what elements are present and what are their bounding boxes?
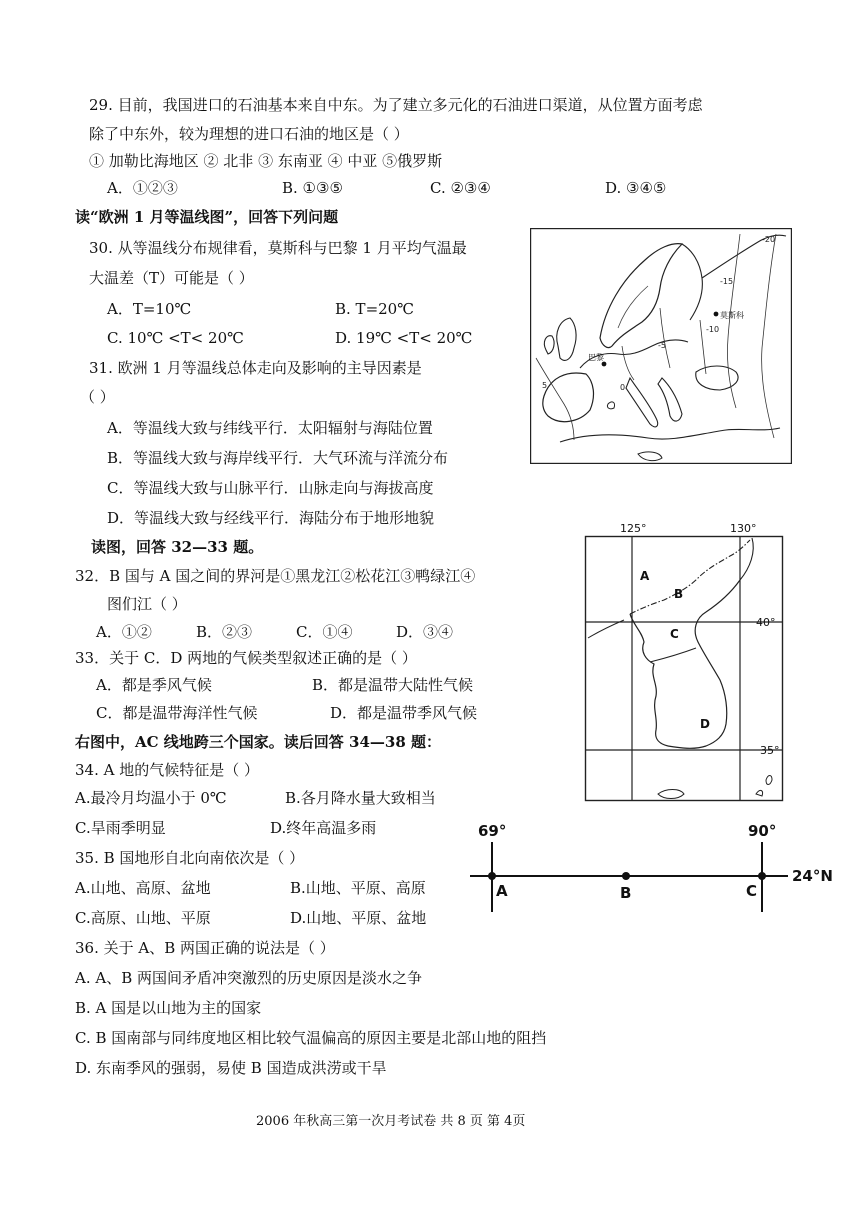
section-heading-europe: 读“欧洲 1 月等温线图”，回答下列问题 bbox=[75, 208, 339, 226]
ac-line-lon-90: 90° bbox=[748, 822, 777, 840]
europe-map-label-5: -5 bbox=[658, 341, 666, 350]
q30-stem-line1: 30. 从等温线分布规律看，莫斯科与巴黎 1 月平均气温最 bbox=[89, 239, 467, 257]
q31-option-d: D．等温线大致与经线平行．海陆分布于地形地貌 bbox=[107, 509, 435, 527]
korea-map-label-b: B bbox=[674, 587, 684, 601]
europe-map-label-10: -10 bbox=[706, 325, 720, 334]
q34-option-d: D.终年高温多雨 bbox=[270, 819, 377, 837]
q29-option-d: D. ③④⑤ bbox=[605, 179, 667, 197]
q29-option-a: A．①②③ bbox=[107, 179, 178, 197]
q33-option-c: C．都是温带海洋性气候 bbox=[96, 704, 258, 722]
q35-option-b: B.山地、平原、高原 bbox=[290, 879, 426, 897]
q31-option-c: C．等温线大致与山脉平行．山脉走向与海拔高度 bbox=[107, 479, 434, 497]
q30-option-c: C. 10℃ <T< 20℃ bbox=[107, 329, 244, 347]
q31-stem-line1: 31. 欧洲 1 月等温线总体走向及影响的主导因素是 bbox=[89, 359, 422, 377]
q36-option-a: A. A、B 两国间矛盾冲突激烈的历史原因是淡水之争 bbox=[75, 969, 422, 987]
europe-map-label-moscow: 莫斯科 bbox=[720, 311, 744, 320]
europe-january-isotherm-map bbox=[530, 228, 792, 464]
page-footer: 2006 年秋高三第一次月考试卷 共 8 页 第 4页 bbox=[256, 1114, 526, 1129]
korea-map-lat-35: 35° bbox=[760, 744, 780, 757]
q31-option-a: A．等温线大致与纬线平行．太阳辐射与海陆位置 bbox=[107, 419, 433, 437]
ac-line-point-c: C bbox=[746, 882, 758, 900]
q35-option-d: D.山地、平原、盆地 bbox=[290, 909, 427, 927]
ac-latitude-line-diagram bbox=[470, 818, 840, 918]
q29-stem-line2: 除了中东外，较为理想的进口石油的地区是（ ） bbox=[89, 125, 409, 143]
q35-option-c: C.高原、山地、平原 bbox=[75, 909, 211, 927]
korea-peninsula-map bbox=[580, 518, 795, 808]
ac-line-point-b: B bbox=[620, 884, 632, 902]
q36-option-b: B. A 国是以山地为主的国家 bbox=[75, 999, 262, 1017]
korea-map-lat-40: 40° bbox=[756, 616, 776, 629]
europe-map-label-15: -15 bbox=[720, 277, 734, 286]
q33-option-b: B．都是温带大陆性气候 bbox=[312, 676, 474, 694]
q32-option-c: C．①④ bbox=[296, 623, 353, 641]
europe-map-label-paris: 巴黎 bbox=[588, 353, 604, 362]
q31-option-b: B．等温线大致与海岸线平行．大气环流与洋流分布 bbox=[107, 449, 449, 467]
q32-stem-line2: 图们江（ ） bbox=[107, 595, 187, 613]
q31-stem-line2: （ ） bbox=[80, 388, 115, 406]
q33-option-a: A．都是季风气候 bbox=[96, 676, 212, 694]
ac-line-point-a: A bbox=[496, 882, 508, 900]
section-heading-ac-line: 右图中，AC 线地跨三个国家。读后回答 34—38 题： bbox=[75, 733, 441, 751]
q33-stem: 33．关于 C．D 两地的气候类型叙述正确的是（ ） bbox=[75, 649, 417, 667]
ac-line-lat-24n: 24°N bbox=[792, 867, 833, 885]
q30-option-a: A．T=10℃ bbox=[107, 300, 192, 318]
q29-option-c: C. ②③④ bbox=[430, 179, 491, 197]
korea-map-label-a: A bbox=[640, 569, 650, 583]
q29-option-b: B. ①③⑤ bbox=[282, 179, 343, 197]
europe-map-label-20: -20 bbox=[762, 235, 776, 244]
europe-map-label-plus5: 5 bbox=[542, 381, 548, 390]
q30-option-d: D. 19℃ <T< 20℃ bbox=[335, 329, 473, 347]
korea-map-label-d: D bbox=[700, 717, 710, 731]
q36-option-c: C. B 国南部与同纬度地区相比较气温偏高的原因主要是北部山地的阻挡 bbox=[75, 1029, 547, 1047]
q29-items: ① 加勒比海地区 ② 北非 ③ 东南亚 ④ 中亚 ⑤俄罗斯 bbox=[89, 152, 443, 170]
q34-option-b: B.各月降水量大致相当 bbox=[285, 789, 436, 807]
section-heading-korea: 读图，回答 32—33 题。 bbox=[91, 538, 264, 556]
q35-option-a: A.山地、高原、盆地 bbox=[75, 879, 211, 897]
korea-map-lon-125: 125° bbox=[620, 522, 647, 535]
korea-map-label-c: C bbox=[670, 627, 679, 641]
q32-stem-line1: 32．B 国与 A 国之间的界河是①黑龙江②松花江③鸭绿江④ bbox=[75, 567, 476, 585]
q34-stem: 34. A 地的气候特征是（ ） bbox=[75, 761, 259, 779]
q30-stem-line2: 大温差（T）可能是（ ） bbox=[89, 269, 254, 287]
ac-line-lon-69: 69° bbox=[478, 822, 507, 840]
q32-option-b: B．②③ bbox=[196, 623, 253, 641]
q36-option-d: D. 东南季风的强弱，易使 B 国造成洪涝或干旱 bbox=[75, 1059, 387, 1077]
q32-option-a: A．①② bbox=[96, 623, 152, 641]
korea-map-lon-130: 130° bbox=[730, 522, 757, 535]
europe-map-label-0: 0 bbox=[620, 383, 626, 392]
q35-stem: 35. B 国地形自北向南依次是（ ） bbox=[75, 849, 305, 867]
q29-stem-line1: 29. 目前，我国进口的石油基本来自中东。为了建立多元化的石油进口渠道，从位置方面考虑 bbox=[89, 96, 703, 114]
q30-option-b: B. T=20℃ bbox=[335, 300, 414, 318]
q33-option-d: D．都是温带季风气候 bbox=[330, 704, 478, 722]
q36-stem: 36. 关于 A、B 两国正确的说法是（ ） bbox=[75, 939, 335, 957]
q32-option-d: D．③④ bbox=[396, 623, 454, 641]
q34-option-c: C.旱雨季明显 bbox=[75, 819, 166, 837]
q34-option-a: A.最冷月均温小于 0℃ bbox=[75, 789, 227, 807]
